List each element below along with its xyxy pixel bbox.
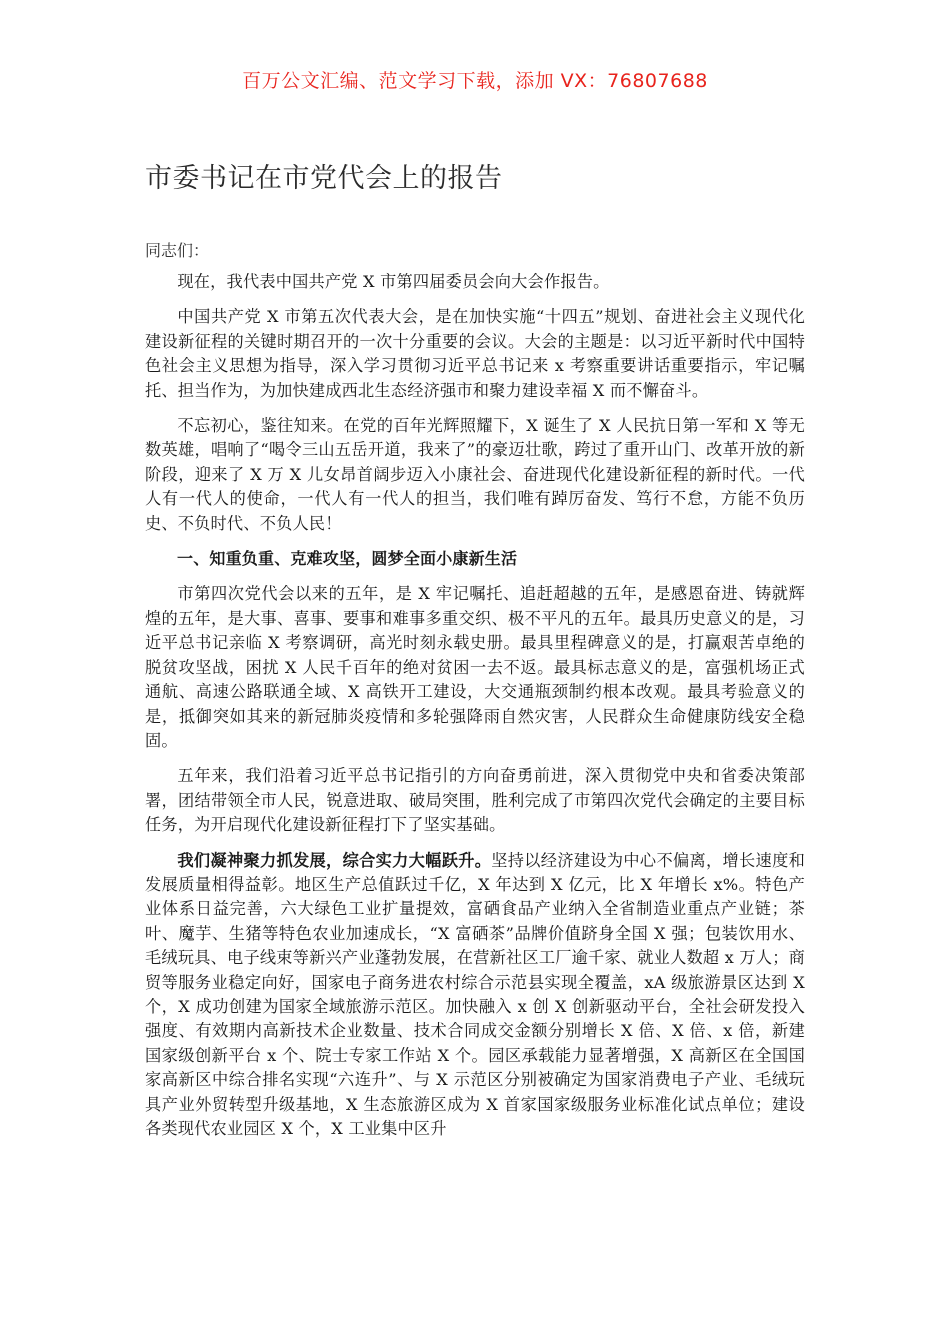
paragraph-lead: 我们凝神聚力抓发展，综合实力大幅跃升。 <box>177 850 492 870</box>
paragraph-five-years <box>145 582 805 753</box>
section-heading-1 <box>145 547 805 571</box>
paragraph-development <box>145 849 805 1142</box>
paragraph-text: 现在，我代表中国共产党 X 市第四届委员会向大会作报告。 <box>177 272 610 291</box>
paragraph-text: 市第四次党代会以来的五年，是 X 牢记嘱托、追赶超越的五年，是感恩奋进、铸就辉煌的五年，是大事、喜事、要事和难事多重交织、极不平凡的五年。最具历史意义的是，习近平总书记亲临 X 考察调研，高光时刻永载史册。最具里程碑意义的是，打赢艰苦卓绝的脱贫攻坚战，困扰 X 人民千百年的绝对贫困一去不返。最具标志意义的是，富强机场正式通航、高速公路联通全域、X 高铁开工建设，大交通瓶颈制约根本改观。最具考验意义的是，抵御突如其来的新冠肺炎疫情和多轮强降雨自然灾害，人民群众生命健康防线安全稳固。 <box>145 584 805 750</box>
paragraph-achievements <box>145 764 805 837</box>
paragraph-text: 不忘初心，鉴往知来。在党的百年光辉照耀下，X 诞生了 X 人民抗日第一军和 X 等无数英雄，唱响了“喝令三山五岳开道，我来了”的豪迈壮歌，跨过了重开山门、改革开放的新阶段，迎来了 X 万 X 儿女昂首阔步迈入小康社会、奋进现代化建设新征程的新时代。一代人有一代人的使命，一代人有一代人的担当，我们唯有踔厉奋发、笃行不怠，方能不负历史、不负时代、不负人民！ <box>145 416 805 533</box>
paragraph-text: 中国共产党 X 市第五次代表大会，是在加快实施“十四五”规划、奋进社会主义现代化建设新征程的关键时期召开的一次十分重要的会议。大会的主题是：以习近平新时代中国特色社会主义思想为指导，深入学习贯彻习近平总书记来 x 考察重要讲话重要指示，牢记嘱托、担当作为，为加快建成西北生态经济强市和聚力建设幸福 X 而不懈奋斗。 <box>145 307 805 400</box>
paragraph-history <box>145 414 805 536</box>
paragraph-intro <box>145 270 805 294</box>
header-banner: 百万公文汇编、范文学习下载，添加 VX：76807688 <box>242 70 708 92</box>
paragraph-text: 五年来，我们沿着习近平总书记指引的方向奋勇前进，深入贯彻党中央和省委决策部署，团结带领全市人民，锐意进取、破局突围，胜利完成了市第四次党代会确定的主要目标任务，为开启现代化建设新征程打下了坚实基础。 <box>145 766 805 835</box>
document-title: 市委书记在市党代会上的报告 <box>145 163 503 194</box>
section-heading-text: 一、知重负重、克难攻坚，圆梦全面小康新生活 <box>177 549 518 569</box>
document-body <box>145 270 805 1152</box>
paragraph-congress-theme <box>145 305 805 403</box>
paragraph-text: 坚持以经济建设为中心不偏离，增长速度和发展质量相得益彰。地区生产总值跃过千亿，X 年达到 X 亿元，比 X 年增长 x%。特色产业体系日益完善，六大绿色工业扩量提效，富硒食品产业纳入全省制造业重点产业链；茶叶、魔芋、生猪等特色农业加速成长，“X 富硒茶”品牌价值跻身全国 X 强；包装饮用水、毛绒玩具、电子线束等新兴产业蓬勃发展，在营新社区工厂逾千家、就业人数超 x 万人；商贸等服务业稳定向好，国家电子商务进农村综合示范县实现全覆盖，xA 级旅游景区达到 X 个，X 成功创建为国家全域旅游示范区。加快融入 x 创 X 创新驱动平台，全社会研发投入强度、有效期内高新技术企业数量、技术合同成交金额分别增长 X 倍、X 倍、x 倍，新建国家级创新平台 x 个、院士专家工作站 X 个。园区承载能力显著增强，X 高新区在全国国家高新区中综合排名实现“六连升”、与 X 示范区分别被确定为国家消费电子产业、毛绒玩具产业外贸转型升级基地，X 生态旅游区成为 X 首家国家级服务业标准化试点单位；建设各类现代农业园区 X 个，X 工业集中区升 <box>145 850 805 1138</box>
salutation: 同志们： <box>145 241 210 260</box>
